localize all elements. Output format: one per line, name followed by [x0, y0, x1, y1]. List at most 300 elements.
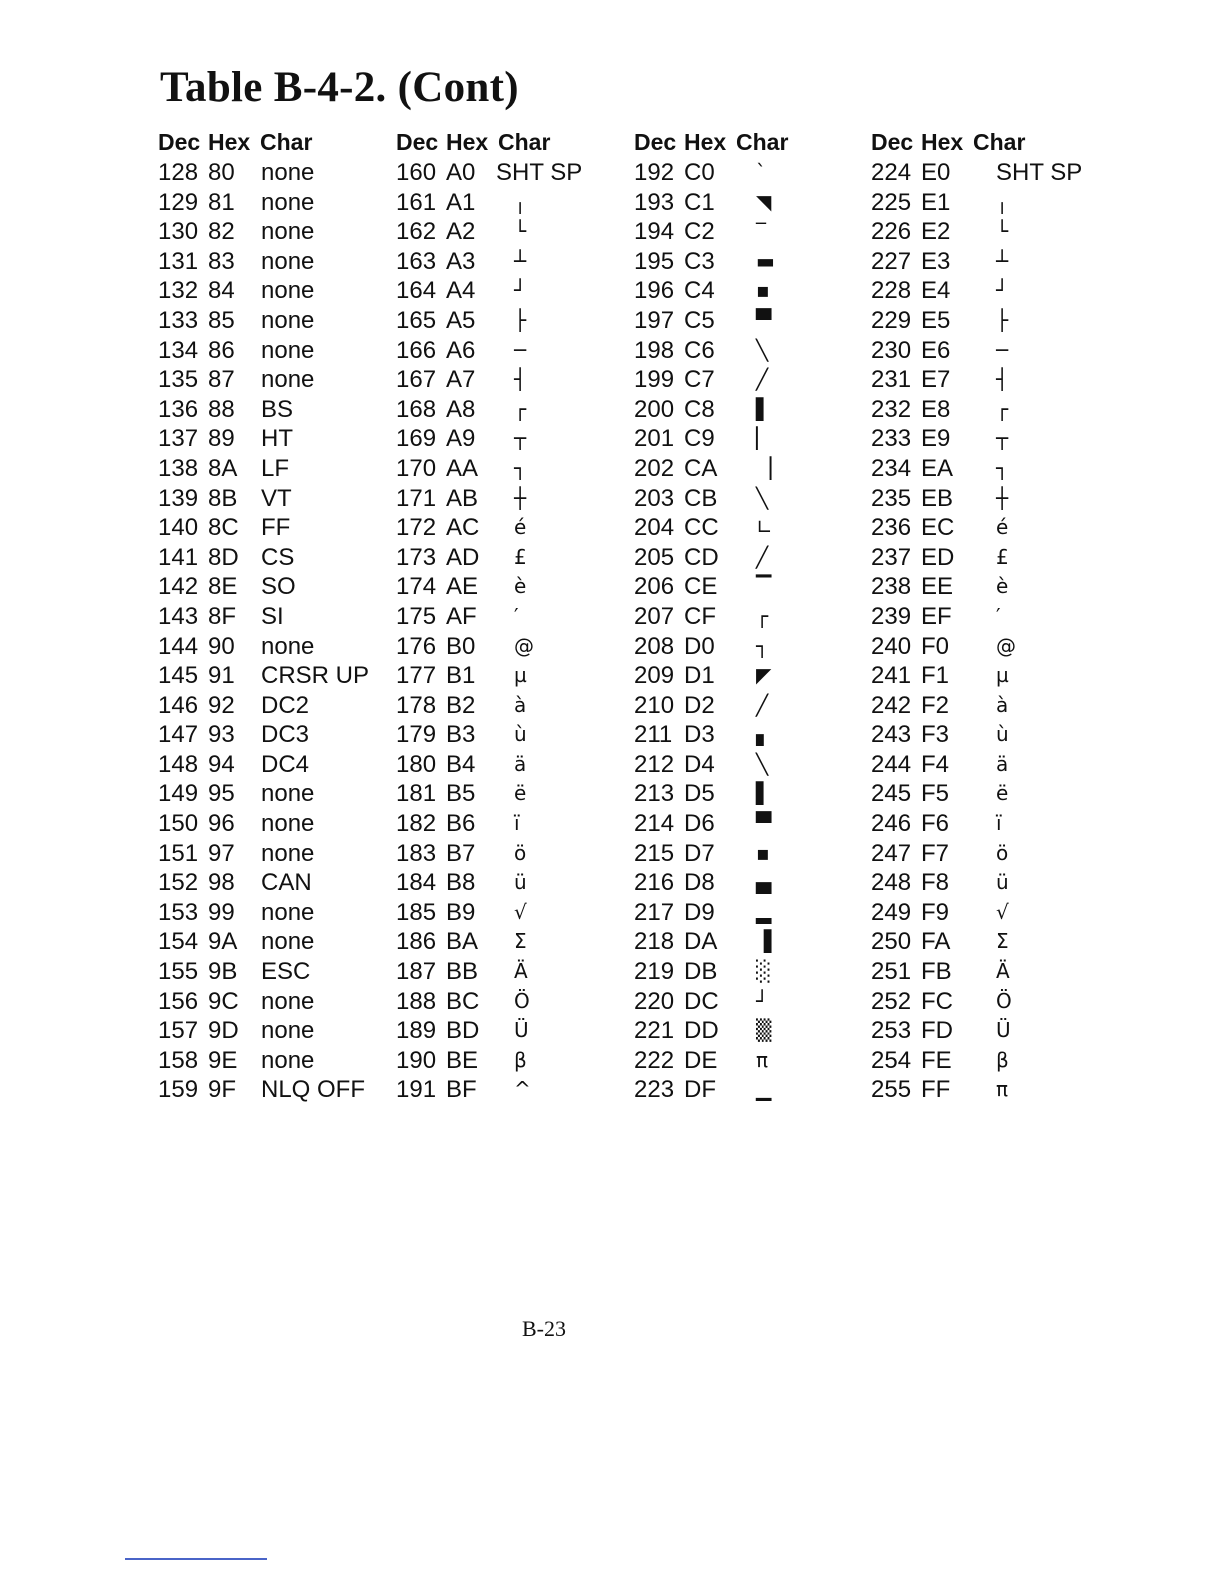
char-cell: none: [261, 780, 315, 808]
char-cell: ö: [514, 840, 527, 865]
table-row: [871, 306, 1101, 336]
char-cell: ╲: [756, 751, 769, 776]
table-row: [158, 306, 388, 336]
char-cell: ┬: [514, 426, 527, 451]
char-cell: ▌: [756, 781, 772, 806]
hex-cell: 81: [208, 188, 235, 216]
hex-cell: E9: [921, 425, 951, 453]
char-cell: └: [996, 219, 1009, 244]
hex-cell: D8: [684, 869, 715, 897]
char-cell: ▪: [756, 840, 770, 865]
table-row: [634, 927, 864, 957]
dec-cell: 189: [396, 1017, 437, 1045]
hex-cell: FC: [921, 987, 953, 1015]
dec-cell: 217: [634, 898, 675, 926]
dec-cell: 150: [158, 810, 199, 838]
table-row: [396, 987, 626, 1017]
char-cell: ┐: [756, 633, 769, 658]
table-row: [634, 247, 864, 277]
dec-cell: 220: [634, 987, 675, 1015]
table-row: [158, 424, 388, 454]
hex-cell: FF: [921, 1076, 951, 1104]
dec-cell: 160: [396, 159, 437, 186]
hex-cell: C3: [684, 247, 715, 275]
dec-cell: 146: [158, 691, 199, 719]
dec-cell: 151: [158, 839, 199, 867]
dec-cell: 237: [871, 543, 912, 571]
hex-cell: 87: [208, 366, 235, 394]
hex-cell: F8: [921, 869, 950, 897]
hex-cell: A9: [446, 425, 476, 453]
hex-cell: 80: [208, 159, 235, 186]
hex-cell: FA: [921, 928, 951, 956]
hex-cell: AB: [446, 484, 479, 512]
dec-cell: 225: [871, 188, 912, 216]
table-row: [634, 839, 864, 869]
table-row: [871, 809, 1101, 839]
char-cell: ┐: [514, 455, 527, 480]
char-cell: BS: [261, 395, 294, 423]
table-row: [396, 454, 626, 484]
hex-cell: E6: [921, 336, 951, 364]
dec-cell: 176: [396, 632, 437, 660]
char-cell: β: [996, 1047, 1009, 1072]
hex-cell: D5: [684, 780, 715, 808]
hex-cell: AA: [446, 454, 479, 482]
dec-cell: 129: [158, 188, 199, 216]
dec-cell: 253: [871, 1017, 912, 1045]
table-row: [396, 898, 626, 928]
hex-cell: 82: [208, 218, 235, 246]
table-row: [158, 336, 388, 366]
table-row: [396, 247, 626, 277]
table-row: [634, 809, 864, 839]
hex-cell: 94: [208, 750, 235, 778]
char-cell: ∟: [756, 515, 773, 540]
table-row: [871, 868, 1101, 898]
hex-cell: E4: [921, 277, 951, 305]
char-cell: ▏: [756, 426, 772, 451]
char-cell: ▂: [756, 899, 772, 924]
char-cell: ╱: [756, 692, 769, 717]
hex-cell: 9C: [208, 987, 239, 1015]
char-cell: Ü: [514, 1018, 529, 1043]
hex-cell: ED: [921, 543, 955, 571]
hex-cell: F2: [921, 691, 950, 719]
dec-cell: 224: [871, 159, 912, 186]
char-cell: ï: [514, 811, 520, 836]
table-row: [396, 661, 626, 691]
char-cell: ◥: [756, 189, 772, 214]
dec-cell: 236: [871, 514, 912, 542]
char-cell: ┬: [996, 426, 1009, 451]
hex-cell: 85: [208, 306, 235, 334]
char-cell: none: [261, 218, 315, 246]
table-row: [634, 306, 864, 336]
char-cell: VT: [261, 484, 292, 512]
char-cell: ▬: [756, 248, 775, 273]
char-cell: Σ: [996, 929, 1009, 954]
char-cell: none: [261, 188, 315, 216]
table-row: [158, 809, 388, 839]
hex-cell: FB: [921, 958, 952, 986]
char-cell: ┘: [756, 988, 769, 1013]
table-row: [396, 424, 626, 454]
hex-cell: 8C: [208, 514, 239, 542]
header-dec: Dec: [634, 129, 677, 155]
dec-cell: 144: [158, 632, 199, 660]
hex-cell: 9F: [208, 1076, 237, 1104]
table-row: [871, 957, 1101, 987]
dec-cell: 213: [634, 780, 675, 808]
hex-cell: AE: [446, 573, 479, 601]
char-cell: SHT SP: [996, 159, 1083, 186]
hex-cell: AF: [446, 602, 477, 630]
table-row: [871, 247, 1101, 277]
table-row: [871, 720, 1101, 750]
char-cell: ▐: [756, 929, 772, 954]
table-row: [634, 572, 864, 602]
table-row: [634, 987, 864, 1017]
char-cell: ö: [996, 840, 1009, 865]
char-cell: ╲: [756, 485, 769, 510]
char-cell: Ö: [514, 988, 530, 1013]
table-column-2: [396, 126, 626, 1105]
char-cell: ╱: [756, 367, 769, 392]
char-cell: none: [261, 632, 315, 660]
table-row: [634, 691, 864, 721]
char-cell: ESC: [261, 958, 311, 986]
dec-cell: 211: [634, 721, 673, 749]
char-cell: SHT SP: [496, 159, 583, 186]
char-cell: none: [261, 366, 315, 394]
dec-cell: 130: [158, 218, 199, 246]
hex-cell: A0: [446, 159, 476, 186]
dec-cell: 133: [158, 306, 199, 334]
dec-cell: 162: [396, 218, 437, 246]
hex-cell: BA: [446, 928, 479, 956]
table-row: [634, 454, 864, 484]
hex-cell: D6: [684, 810, 715, 838]
table-row: [396, 188, 626, 218]
dec-cell: 195: [634, 247, 675, 275]
table-row: [871, 543, 1101, 573]
dec-cell: 165: [396, 306, 437, 334]
table-row: [871, 188, 1101, 218]
char-cell: ^: [514, 1077, 531, 1102]
char-cell: ▁: [756, 1077, 772, 1102]
table-row: [158, 484, 388, 514]
hex-cell: D4: [684, 750, 715, 778]
dec-cell: 203: [634, 484, 675, 512]
table-row: [158, 957, 388, 987]
table-row: [158, 395, 388, 425]
table-row: [396, 217, 626, 247]
dec-cell: 247: [871, 839, 912, 867]
char-cell: è: [514, 574, 527, 599]
char-cell: ▔: [756, 574, 772, 599]
char-cell: √: [514, 899, 527, 924]
dec-cell: 199: [634, 366, 675, 394]
char-cell: ┘: [514, 278, 527, 303]
table-row: [871, 513, 1101, 543]
hex-cell: B3: [446, 721, 476, 749]
table-row: [396, 1075, 626, 1105]
char-cell: ü: [996, 870, 1009, 895]
table-row: [396, 158, 626, 188]
dec-cell: 177: [396, 662, 437, 690]
hex-cell: C7: [684, 366, 715, 394]
dec-cell: 184: [396, 869, 437, 897]
char-cell: ▀: [756, 307, 772, 332]
char-cell: Ü: [996, 1018, 1011, 1043]
dec-cell: 223: [634, 1076, 675, 1104]
dec-cell: 169: [396, 425, 437, 453]
char-cell: ▀: [756, 811, 772, 836]
table-row: [634, 484, 864, 514]
char-cell: ├: [514, 307, 527, 332]
table-row: [158, 158, 388, 188]
char-cell: é: [996, 515, 1009, 540]
char-cell: £: [514, 544, 527, 569]
dec-cell: 148: [158, 750, 199, 778]
char-cell: ┼: [514, 485, 527, 510]
hex-cell: FD: [921, 1017, 953, 1045]
table-row: [871, 454, 1101, 484]
dec-cell: 139: [158, 484, 199, 512]
dec-cell: 234: [871, 454, 912, 482]
dec-cell: 185: [396, 898, 437, 926]
header-hex: Hex: [446, 129, 489, 155]
hex-cell: BB: [446, 958, 479, 986]
char-cell: ┌: [514, 396, 527, 421]
table-row: [158, 750, 388, 780]
hex-cell: C2: [684, 218, 715, 246]
hex-cell: D2: [684, 691, 715, 719]
dec-cell: 166: [396, 336, 437, 364]
dec-cell: 221: [634, 1017, 675, 1045]
hex-cell: CB: [684, 484, 718, 512]
dec-cell: 227: [871, 247, 912, 275]
hex-cell: D0: [684, 632, 715, 660]
hex-cell: EB: [921, 484, 954, 512]
table-row: [396, 365, 626, 395]
hex-cell: B7: [446, 839, 476, 867]
page-title: Table B-4-2. (Cont): [160, 64, 519, 111]
char-cell: NLQ OFF: [261, 1076, 366, 1104]
char-cell: ┤: [996, 367, 1009, 392]
dec-cell: 180: [396, 750, 437, 778]
char-cell: Ä: [996, 959, 1010, 984]
hex-cell: CA: [684, 454, 718, 482]
dec-cell: 179: [396, 721, 437, 749]
hex-cell: F7: [921, 839, 950, 867]
char-cell: à: [514, 692, 527, 717]
char-cell: none: [261, 159, 315, 186]
char-cell: ┴: [514, 248, 527, 273]
hex-cell: AC: [446, 514, 480, 542]
table-row: [634, 188, 864, 218]
hex-cell: B8: [446, 869, 476, 897]
table-row: [396, 868, 626, 898]
dec-cell: 187: [396, 958, 437, 986]
table-row: [634, 750, 864, 780]
dec-cell: 170: [396, 454, 437, 482]
dec-cell: 210: [634, 691, 675, 719]
dec-cell: 240: [871, 632, 912, 660]
dec-cell: 212: [634, 750, 675, 778]
hex-cell: DD: [684, 1017, 719, 1045]
table-row: [634, 1016, 864, 1046]
table-row: [396, 750, 626, 780]
dec-cell: 158: [158, 1046, 199, 1074]
dec-cell: 163: [396, 247, 437, 275]
char-cell: none: [261, 928, 315, 956]
char-cell: ┐: [996, 455, 1009, 480]
hex-cell: DA: [684, 928, 718, 956]
char-cell: ï: [996, 811, 1002, 836]
dec-cell: 214: [634, 810, 675, 838]
char-cell: LF: [261, 454, 290, 482]
char-cell: ′: [996, 603, 1001, 628]
hex-cell: C5: [684, 306, 715, 334]
table-rows: [871, 158, 1101, 1105]
dec-cell: 141: [158, 543, 199, 571]
dec-cell: 154: [158, 928, 199, 956]
dec-cell: 171: [396, 484, 437, 512]
dec-cell: 136: [158, 395, 199, 423]
hex-cell: C8: [684, 395, 715, 423]
char-cell: β: [514, 1047, 527, 1072]
hex-cell: 97: [208, 839, 235, 867]
hex-cell: 8F: [208, 602, 237, 630]
table-row: [158, 720, 388, 750]
dec-cell: 183: [396, 839, 437, 867]
dec-cell: 182: [396, 810, 437, 838]
column-header: [396, 126, 626, 158]
table-row: [396, 957, 626, 987]
dec-cell: 244: [871, 750, 912, 778]
hex-cell: BD: [446, 1017, 480, 1045]
dec-cell: 252: [871, 987, 912, 1015]
table-row: [158, 779, 388, 809]
char-cell: none: [261, 1017, 315, 1045]
char-cell: ┼: [996, 485, 1009, 510]
char-cell: DC2: [261, 691, 310, 719]
dec-cell: 251: [871, 958, 912, 986]
hex-cell: 83: [208, 247, 235, 275]
hex-cell: CC: [684, 514, 719, 542]
header-char: Char: [260, 129, 313, 155]
hex-cell: 89: [208, 425, 235, 453]
hex-cell: 9A: [208, 928, 238, 956]
dec-cell: 208: [634, 632, 675, 660]
char-cell: none: [261, 306, 315, 334]
table-row: [634, 424, 864, 454]
char-cell: £: [996, 544, 1009, 569]
char-cell: ˋ: [756, 160, 766, 184]
char-cell: ë: [996, 781, 1009, 806]
char-cell: à: [996, 692, 1009, 717]
dec-cell: 254: [871, 1046, 912, 1074]
dec-cell: 181: [396, 780, 437, 808]
dec-cell: 206: [634, 573, 675, 601]
table-row: [871, 484, 1101, 514]
char-cell: Ö: [996, 988, 1012, 1013]
char-cell: é: [514, 515, 527, 540]
table-row: [396, 1016, 626, 1046]
dec-cell: 194: [634, 218, 675, 246]
dec-cell: 222: [634, 1046, 675, 1074]
dec-cell: 137: [158, 425, 199, 453]
dec-cell: 135: [158, 366, 199, 394]
hex-cell: 98: [208, 869, 235, 897]
dec-cell: 174: [396, 573, 437, 601]
hex-cell: B2: [446, 691, 476, 719]
hex-cell: 96: [208, 810, 235, 838]
page-number: B-23: [522, 1316, 566, 1341]
hex-cell: CF: [684, 602, 716, 630]
dec-cell: 197: [634, 306, 675, 334]
char-cell: ░: [756, 959, 772, 984]
dec-cell: 153: [158, 898, 199, 926]
table-row: [158, 513, 388, 543]
dec-cell: 201: [634, 425, 675, 453]
dec-cell: 226: [871, 218, 912, 246]
dec-cell: 193: [634, 188, 675, 216]
hex-cell: 86: [208, 336, 235, 364]
dec-cell: 216: [634, 869, 675, 897]
header-char: Char: [498, 129, 551, 155]
char-cell: ─: [514, 337, 527, 362]
table-column-3: [634, 126, 864, 1105]
table-row: [871, 217, 1101, 247]
dec-cell: 242: [871, 691, 912, 719]
dec-cell: 175: [396, 602, 437, 630]
dec-cell: 149: [158, 780, 199, 808]
dec-cell: 219: [634, 958, 675, 986]
dec-cell: 218: [634, 928, 675, 956]
char-cell: └: [514, 219, 527, 244]
char-cell: ü: [514, 870, 527, 895]
hex-cell: A5: [446, 306, 476, 334]
header-dec: Dec: [396, 129, 439, 155]
char-cell: SO: [261, 573, 296, 601]
hex-cell: C4: [684, 277, 715, 305]
char-cell: none: [261, 898, 315, 926]
hex-cell: B0: [446, 632, 476, 660]
table-row: [871, 395, 1101, 425]
hex-cell: F1: [921, 662, 950, 690]
dec-cell: 186: [396, 928, 437, 956]
dec-cell: 156: [158, 987, 199, 1015]
table-row: [634, 158, 864, 188]
table-row: [158, 868, 388, 898]
hex-cell: EF: [921, 602, 952, 630]
hex-cell: 92: [208, 691, 235, 719]
table-column-4: [871, 126, 1101, 1105]
hex-cell: EE: [921, 573, 954, 601]
hex-cell: CE: [684, 573, 718, 601]
char-cell: ‾: [756, 219, 766, 244]
dec-cell: 204: [634, 514, 675, 542]
column-header: [871, 126, 1101, 158]
char-cell: ▄: [756, 870, 772, 895]
hex-cell: C1: [684, 188, 715, 216]
table-row: [871, 898, 1101, 928]
dec-cell: 140: [158, 514, 199, 542]
hex-cell: E0: [921, 159, 951, 186]
